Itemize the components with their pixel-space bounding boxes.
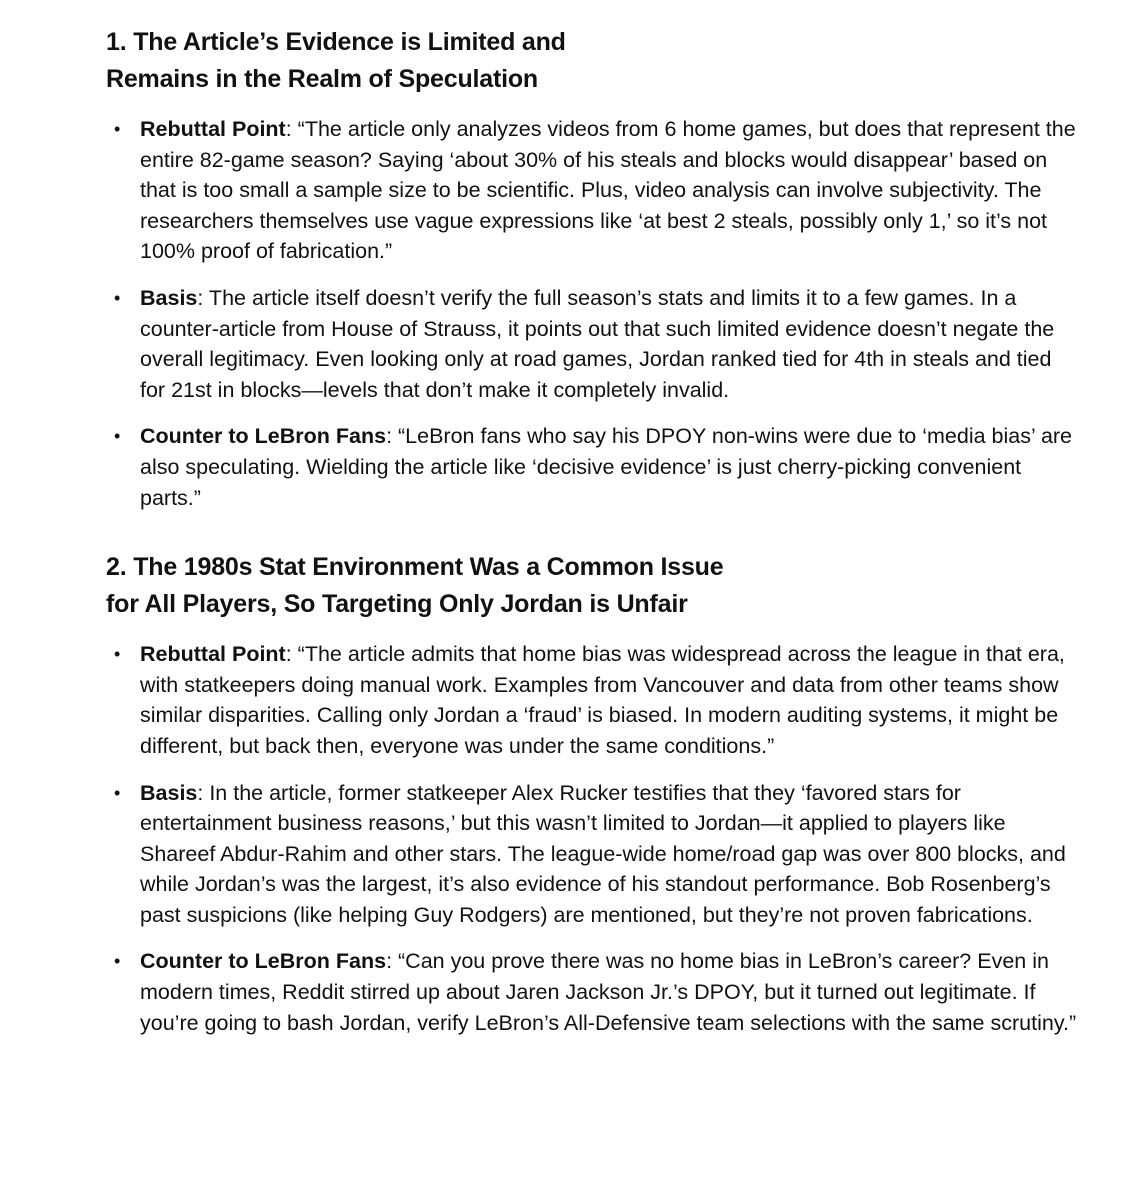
point-text: : “LeBron fans who say his DPOY non-wins were due to ‘media bias’ are also speculating. Wielding the article like ‘decisive evidence’ is just cherry-picking convenient parts.” <box>140 424 1073 510</box>
bullet-icon: • <box>114 951 121 972</box>
point-text: : “The article only analyzes videos from 6 home games, but does that represent the entire 82-game season? Saying ‘about 30% of his steals and blocks would disappear’ based on that is too small a sample size to be scientific. Plus, video analysis can involve subjectivity. The researchers themselves use vague expressions like ‘at best 2 steals, possibly only 1,’ so it’s not 100% proof of fabrication.” <box>140 117 1076 264</box>
section-evidence-limited <box>106 24 1082 513</box>
bullet-icon: • <box>114 287 121 308</box>
bullet-list <box>106 114 1082 513</box>
point-text: : “Can you prove there was no home bias in LeBron’s career? Even in modern times, Reddit stirred up about Jaren Jackson Jr.’s DPOY, but it turned out legitimate. If you’re going to bash Jordan, verify LeBron’s All-Defensive team selections with the same scrutiny.” <box>140 949 1077 1035</box>
point-text: : In the article, former statkeeper Alex Rucker testifies that they ‘favored stars for entertainment business reasons,’ but this wasn’t limited to Jordan—it applied to players like Shareef Abdur-Rahim and other stars. The league-wide home/road gap was over 800 blocks, and while Jordan’s was the largest, it’s also evidence of his standout performance. Bob Rosenberg’s past suspicions (like helping Guy Rodgers) are mentioned, but they’re not proven fabrications. <box>140 780 1066 927</box>
heading-line: Remains in the Realm of Speculation <box>106 65 538 93</box>
bullet-icon: • <box>114 119 121 139</box>
point-label: Basis <box>140 285 198 310</box>
section-heading <box>106 549 1082 623</box>
bullet-icon: • <box>114 782 121 803</box>
list-item <box>106 778 1080 931</box>
heading-line: 1. The Article’s Evidence is Limited and <box>106 28 566 56</box>
bullet-list <box>106 639 1082 1038</box>
point-label: Rebuttal Point <box>140 117 286 141</box>
section-stat-environment <box>106 549 1082 1038</box>
list-item <box>106 946 1080 1038</box>
bullet-icon: • <box>114 644 121 665</box>
list-item <box>106 114 1080 267</box>
list-item <box>106 421 1080 513</box>
point-text: : The article itself doesn’t verify the full season’s stats and limits it to a few games. In a counter-article from House of Strauss, it points out that such limited evidence doesn’t negate the overall legitimacy. Even looking only at road games, Jordan ranked tied for 4th in steals and tied for 21st in blocks—levels that don’t make it completely invalid. <box>140 285 1055 402</box>
heading-line: 2. The 1980s Stat Environment Was a Common Issue <box>106 553 724 582</box>
point-label: Basis <box>140 780 198 805</box>
point-label: Counter to LeBron Fans <box>140 949 387 974</box>
list-item <box>106 283 1080 405</box>
bullet-icon: • <box>114 426 121 447</box>
point-label: Counter to LeBron Fans <box>140 424 387 449</box>
heading-line: for All Players, So Targeting Only Jordan is Unfair <box>106 590 688 619</box>
point-label: Rebuttal Point <box>140 642 286 667</box>
list-item <box>106 639 1080 761</box>
point-text: : “The article admits that home bias was widespread across the league in that era, with statkeepers doing manual work. Examples from Vancouver and data from other teams show similar disparities. Calling only Jordan a ‘fraud’ is biased. In modern auditing systems, it might be different, but back then, everyone was under the same conditions.” <box>140 642 1065 758</box>
section-heading <box>106 24 1082 98</box>
